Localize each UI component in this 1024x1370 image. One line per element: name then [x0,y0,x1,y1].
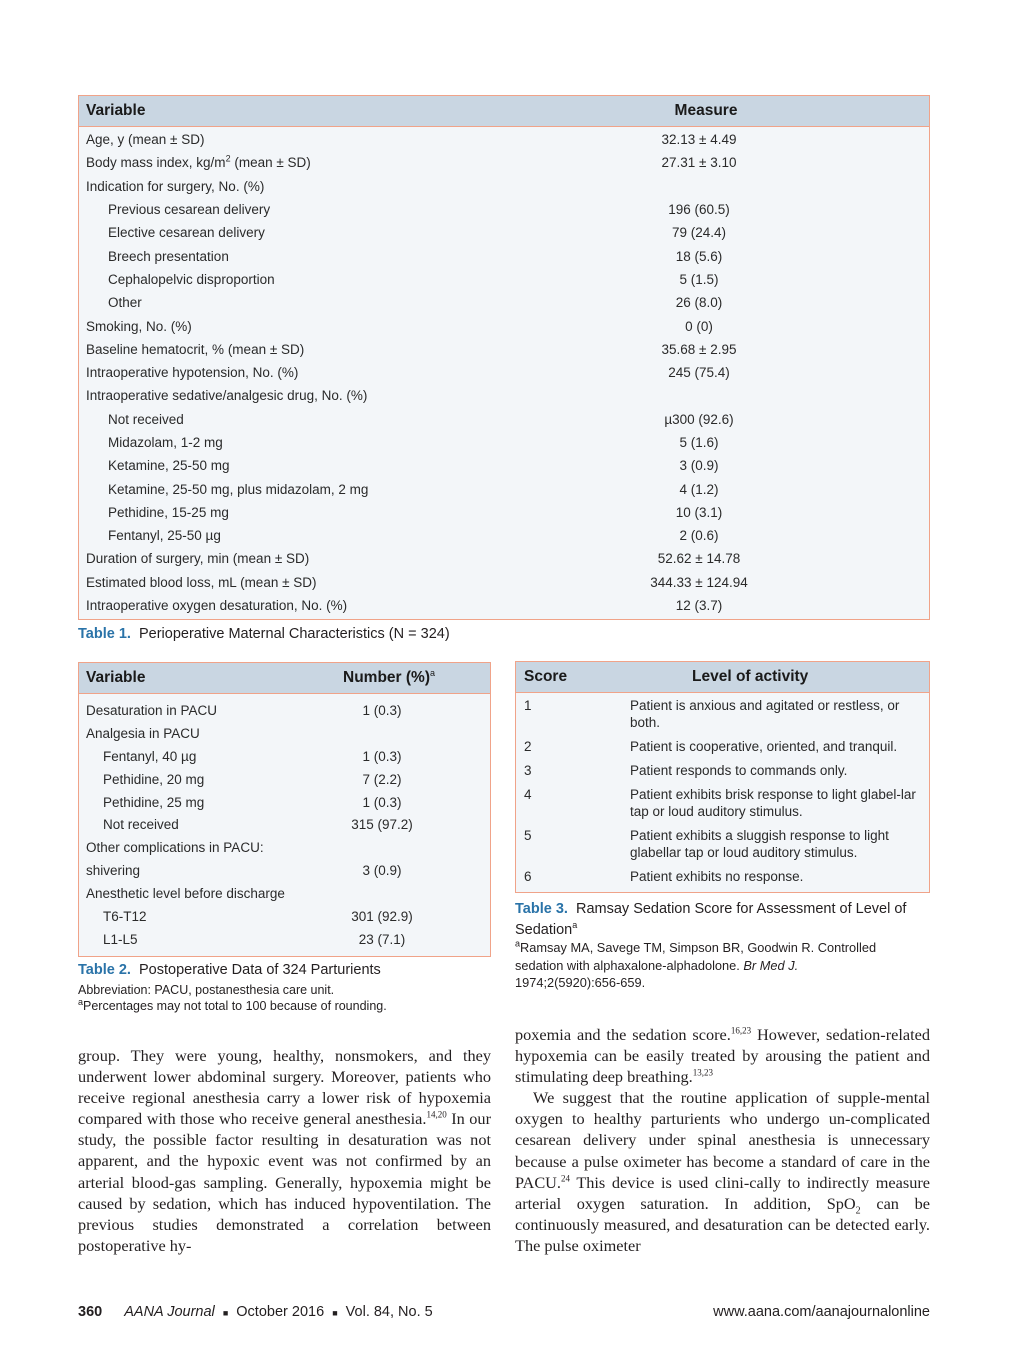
table-cell-number: 1 (0.3) [362,748,402,764]
table-cell-level: Patient exhibits brisk response to light glabel-lar tap or loud auditory stimulus. [630,787,916,819]
issue-volume: Vol. 84, No. 5 [345,1304,433,1320]
table-cell-variable: Previous cesarean delivery [108,202,271,218]
body-text-left-column [78,1045,491,1256]
table-row [516,827,929,861]
table-row [79,699,490,722]
table-cell-measure: µ300 (92.6) [664,411,734,427]
table-row [79,501,929,524]
table-cell-number: 23 (7.1) [358,931,406,947]
table-cell-variable: Pethidine, 15-25 mg [108,504,229,520]
table-cell-variable: shivering [86,863,141,879]
table-cell-number: 7 (2.2) [362,771,402,787]
table-row [516,868,929,885]
table-3-header-score: Score [524,668,568,685]
table-cell-variable: Breech presentation [108,248,229,264]
table-cell-number: 301 (92.9) [351,908,413,924]
table-cell-variable: Indication for surgery, No. (%) [86,178,265,194]
table-cell-measure: 10 (3.1) [675,504,723,520]
table-cell-variable: Midazolam, 1-2 mg [108,435,223,450]
table-row [79,477,929,500]
table-cell-level: Patient is cooperative, oriented, and tranquil. [630,739,898,754]
table-row [79,594,929,617]
table-cell-variable: Cephalopelvic disproportion [108,271,275,287]
table-row [79,384,929,407]
table-row [79,408,929,431]
table-cell-variable: Fentanyl, 40 µg [103,748,197,764]
table-row [79,291,929,314]
table-row [79,859,490,882]
table-cell-variable: Smoking, No. (%) [86,318,192,334]
table-row [79,338,929,361]
table-3 [515,661,930,893]
table-1-caption-text: Perioperative Maternal Characteristics (N = 324) [138,626,450,642]
table-2-header-variable: Variable [86,669,146,686]
table-cell-variable: Estimated blood loss, mL (mean ± SD) [86,574,317,590]
table-row [79,524,929,547]
body-paragraph-right-1: poxemia and the sedation score.$^{16,23}$ However, sedation-related hypoxemia can be easily treated by arousing the patient and stimulating deep breathing.$^{13,23}$ [515,1025,931,1087]
table-row [79,431,929,454]
table-1-caption [78,626,450,642]
table-3-header [516,662,929,693]
table-row [79,928,490,951]
journal-name: AANA Journal [124,1304,215,1320]
table-cell-measure: 344.33 ± 124.94 [650,574,748,590]
footer-left: 360 AANA Journal ■ October 2016 ■ Vol. 84, No. 5 [78,1304,433,1320]
table-cell-measure: 12 (3.7) [675,598,723,614]
table-cell-variable: Baseline hematocrit, % (mean ± SD) [86,341,305,357]
table-3-reference: $^a$Ramsay MA, Savege TM, Simpson BR, Goodwin R. Controlled sedation with alphaxalone-alphadolone. Br Med J. 1974;2(5920):656-659. [515,938,877,990]
table-row [79,745,490,768]
table-2-header [79,663,490,694]
table-row [516,738,929,755]
table-cell-measure: 3 (0.9) [679,458,719,474]
table-3-body [516,693,929,885]
table-cell-variable: Elective cesarean delivery [108,225,265,241]
table-cell-variable: Ketamine, 25-50 mg, plus midazolam, 2 mg [108,481,369,497]
table-cell-measure: 35.68 ± 2.95 [661,341,737,357]
table-cell-variable: Desaturation in PACU [86,702,218,718]
table-row [516,786,929,820]
table-2-caption-label: Table 2. [78,962,131,978]
table-row [79,198,929,221]
table-row [79,722,490,745]
table-cell-level: Patient responds to commands only. [630,763,848,778]
table-row [79,768,490,791]
table-cell-variable: Other [108,295,142,311]
body-paragraph-right-2: We suggest that the routine application of supple-mental oxygen to healthy parturients who undergo un-complicated cesarean delivery under spinal anesthesia is unnecessary because a pulse oximeter has become a standard of care in the PACU.$^{24}$ This device is used clini-cally to indirectly measure arterial oxygen saturation. In addition, SpO$_2$ can be continuously measured, and desaturation can be detected early. The pulse oximeter [515,1088,931,1255]
table-cell-variable: Pethidine, 25 mg [103,794,205,810]
table-cell-score: 6 [524,869,532,884]
table-3-caption-label: Table 3. [515,901,568,917]
table-row [79,361,929,384]
table-cell-variable: Analgesia in PACU [86,725,200,741]
table-row [79,244,929,267]
table-cell-variable: Not received [103,817,179,833]
table-row [79,571,929,594]
table-row [79,314,929,337]
table-cell-measure: 196 (60.5) [668,202,730,218]
table-row [79,547,929,570]
table-cell-score: 1 [524,698,532,713]
table-cell-variable: Not received [108,411,184,427]
table-cell-variable: Duration of surgery, min (mean ± SD) [86,551,310,567]
table-cell-measure: 27.31 ± 3.10 [661,155,737,171]
table-cell-level: Patient exhibits a sluggish response to light glabellar tap or loud auditory stimulus. [630,828,889,860]
table-cell-measure: 0 (0) [685,318,713,334]
table-cell-measure: 26 (8.0) [675,295,723,311]
table-row [79,221,929,244]
table-row [79,836,490,859]
table-cell-score: 3 [524,763,532,778]
table-row [79,882,490,905]
table-cell-number: 3 (0.9) [362,863,402,879]
table-cell-score: 5 [524,828,532,843]
table-1-header-measure: Measure [674,102,738,119]
table-cell-variable: T6-T12 [103,908,147,924]
table-cell-level: Patient is anxious and agitated or restless, or both. [630,698,900,730]
table-cell-measure: 4 (1.2) [679,481,719,497]
table-row [79,813,490,836]
table-row [79,151,929,174]
table-cell-measure: 32.13 ± 4.49 [661,132,737,148]
table-cell-variable: Pethidine, 20 mg [103,771,205,787]
table-cell-variable: Intraoperative oxygen desaturation, No. (%) [86,598,348,614]
table-cell-number: 1 (0.3) [362,794,402,810]
table-cell-number: 1 (0.3) [362,702,402,718]
table-cell-measure: 5 (1.5) [679,271,719,287]
table-cell-score: 4 [524,787,532,802]
table-row [516,697,929,731]
table-cell-measure: 5 (1.6) [679,435,719,450]
table-3-caption-text: Ramsay Sedation Score for Assessment of Level of Sedation [515,901,907,938]
table-2-note-rounding: $^a$Percentages may not total to 100 because of rounding. [78,996,387,1013]
table-cell-variable: Ketamine, 25-50 mg [108,458,230,474]
table-cell-measure: 52.62 ± 14.78 [657,551,741,567]
table-row [79,791,490,814]
table-1-header [79,96,929,127]
table-cell-variable: Other complications in PACU: [86,840,264,856]
table-cell-variable: L1-L5 [103,931,138,947]
table-cell-variable: Anesthetic level before discharge [86,886,285,902]
table-row [79,128,929,151]
table-cell-variable: Fentanyl, 25-50 µg [108,528,221,544]
table-2 [78,662,491,957]
table-row [79,905,490,928]
table-cell-level: Patient exhibits no response. [630,869,804,884]
table-cell-measure: 245 (75.4) [668,365,730,381]
body-text-right-column [515,1024,930,1256]
journal-url: www.aana.com/aanajournalonline [713,1304,930,1320]
table-cell-variable: Age, y (mean ± SD) [86,132,205,148]
table-2-note-abbrev: Abbreviation: PACU, postanesthesia care unit. [78,983,335,997]
table-2-header-number: Number (%)$^a$ [343,667,435,686]
table-cell-score: 2 [524,739,532,754]
table-row [79,454,929,477]
table-3-caption: Table 3. Ramsay Sedation Score for Assessment of Level of Sedation$^a$ [515,901,907,938]
table-cell-measure: 79 (24.4) [671,225,727,241]
table-cell-variable: Body mass index, $kg/m^2$ (mean ± SD) [86,153,311,171]
table-cell-variable: Intraoperative sedative/analgesic drug, No. (%) [86,388,368,404]
table-row [516,762,929,779]
table-row [79,268,929,291]
table-row [79,175,929,198]
body-paragraph-left: group. They were young, healthy, nonsmokers, and they underwent lower abdominal surgery. Moreover, patients who receive regional anesthesia carry a lower risk of hypoxemia compared with those who receive general anesthesia.$^{14,20}$ In our study, the possible factor resulting in desaturation was not apparent, and the hypoxic event was not confirmed by an arterial blood-gas sampling. Generally, hypoxemia might be caused by sedation, which has induced hypoventilation. The previous studies demonstrated a correlation between postoperative hy- [78,1046,491,1255]
table-cell-measure: 18 (5.6) [675,248,723,264]
table-cell-variable: Intraoperative hypotension, No. (%) [86,365,299,381]
table-cell-number: 315 (97.2) [351,817,413,833]
table-1-header-variable: Variable [86,102,146,119]
table-1 [78,95,930,620]
page-number: 360 [78,1304,103,1320]
table-2-caption [78,962,381,978]
table-2-caption-text: Postoperative Data of 324 Parturients [138,962,381,978]
table-1-caption-label: Table 1. [78,626,131,642]
table-3-header-level: Level of activity [692,668,809,685]
table-2-body [79,694,490,951]
table-1-body [79,127,929,617]
table-cell-measure: 2 (0.6) [679,528,719,544]
issue-date: October 2016 [236,1304,325,1320]
